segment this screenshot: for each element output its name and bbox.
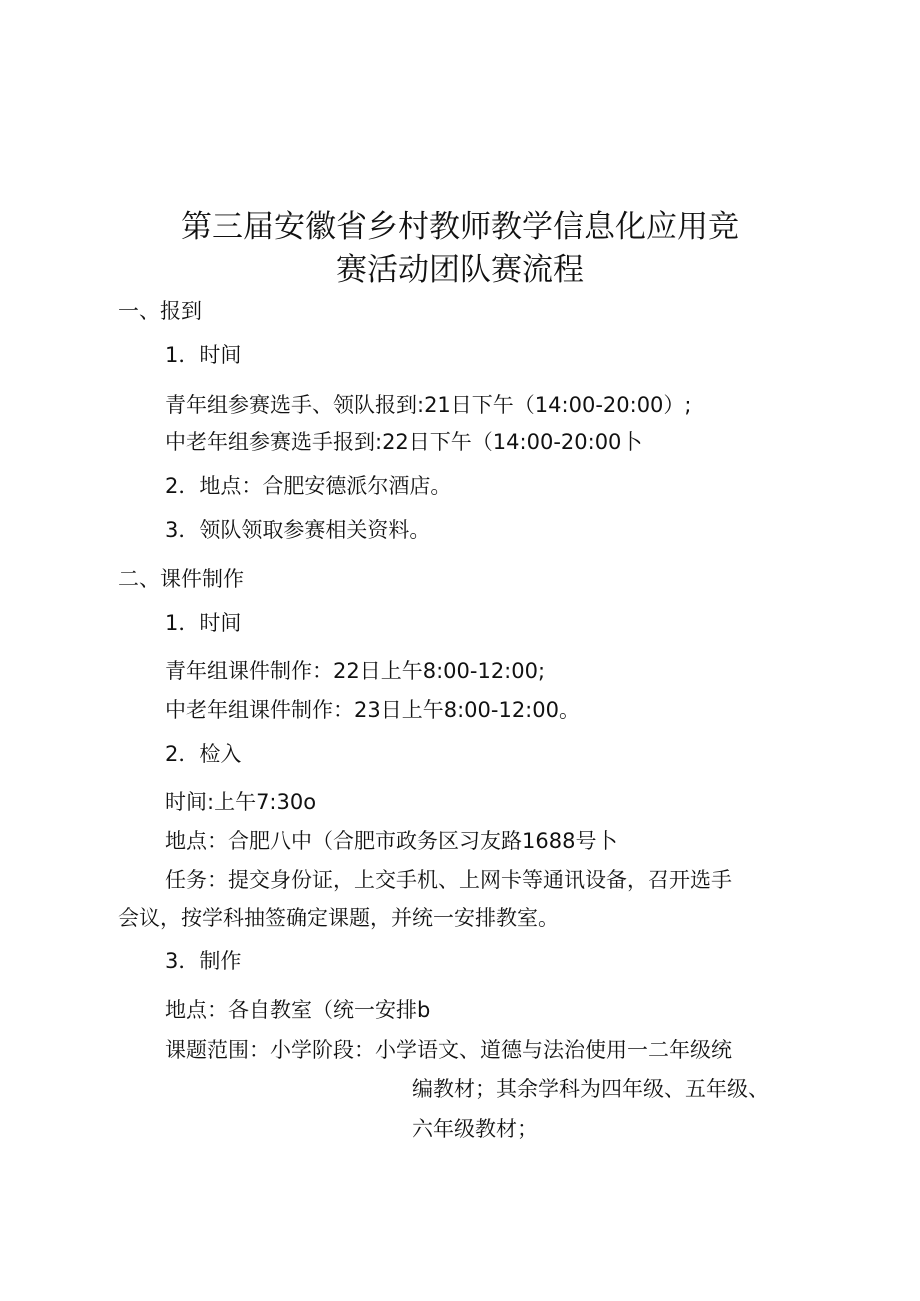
section-1-item-1-line-1: 青年组参赛选手、领队报到:21日下午（14:00-20:00）; xyxy=(165,393,692,417)
section-2-item-3-heading: 3．制作 xyxy=(165,949,242,973)
section-1-heading: 一、报到 xyxy=(118,299,202,323)
section-2-item-2-place: 地点：合肥八中（合肥市政务区习友路1688号卜 xyxy=(165,829,618,853)
section-2-item-2-time: 时间:上午7:30o xyxy=(165,790,317,814)
section-2-heading: 二、课件制作 xyxy=(118,567,244,591)
section-2-item-1-heading: 1．时间 xyxy=(165,611,242,635)
section-2-item-2-task-line-1: 任务：提交身份证，上交手机、上网卡等通讯设备，召开选手 xyxy=(165,868,732,892)
section-2-item-2-heading: 2．检入 xyxy=(165,742,242,766)
section-2-item-3-scope-line-2: 编教材；其余学科为四年级、五年级、 xyxy=(412,1077,769,1101)
document-title-line-1: 第三届安徽省乡村教师教学信息化应用竞 xyxy=(181,209,739,245)
section-1-item-1-line-2: 中老年组参赛选手报到:22日下午（14:00-20:00卜 xyxy=(165,430,643,454)
section-1-item-3: 3．领队领取参赛相关资料。 xyxy=(165,518,431,542)
section-2-item-3-scope-line-1: 课题范围：小学阶段：小学语文、道德与法治使用一二年级统 xyxy=(165,1038,732,1062)
section-1-item-2: 2．地点：合肥安德派尔酒店。 xyxy=(165,474,452,498)
section-2-item-3-scope-line-3: 六年级教材； xyxy=(412,1117,538,1141)
document-title-line-2: 赛活动团队赛流程 xyxy=(336,252,584,288)
section-1-item-1-heading: 1．时间 xyxy=(165,343,242,367)
section-2-item-1-line-1: 青年组课件制作：22日上午8:00-12:00; xyxy=(165,659,546,683)
section-2-item-1-line-2: 中老年组课件制作：23日上午8:00-12:00。 xyxy=(165,698,580,722)
section-2-item-2-task-line-2: 会议，按学科抽签确定课题，并统一安排教室。 xyxy=(118,906,559,930)
section-2-item-3-place: 地点：各自教室（统一安排b xyxy=(165,998,431,1022)
